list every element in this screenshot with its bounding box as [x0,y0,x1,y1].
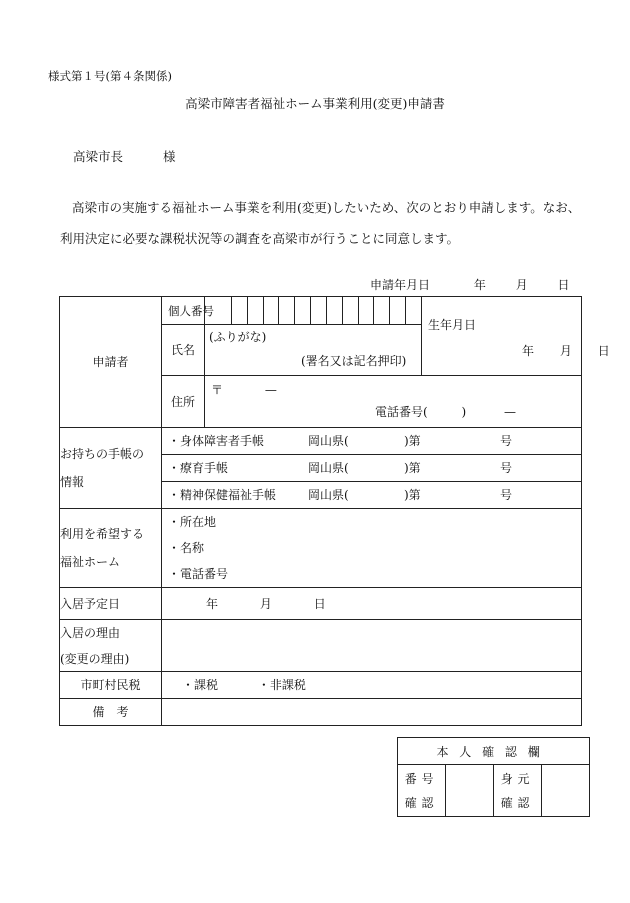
postal-dash: — [264,383,277,397]
phone-close: ) [461,405,467,419]
applicant-label: 申請者 [60,297,162,428]
handbook-name: ・療育手帳 [168,461,229,475]
addressee-honorific: 様 [163,149,176,164]
identity-confirmation-table [397,737,590,817]
home-field[interactable] [162,509,582,588]
number-confirm-line1: 番号 [404,771,439,786]
addressee-name: 高梁市長 [73,149,124,164]
identity-confirm-box[interactable] [542,765,590,817]
handbook-name: ・精神保健福祉手帳 [168,488,277,502]
reason-field[interactable] [162,620,582,672]
tax-option-nontaxable[interactable]: ・非課税 [257,678,306,692]
handbook-pref: 岡山県( [308,434,349,448]
handbook-pref: 岡山県( [308,488,349,502]
handbook-row-rehab[interactable] [162,455,582,482]
birthdate-cell[interactable] [422,297,610,376]
tax-options[interactable] [162,672,582,699]
handbook-dai: )第 [404,434,421,448]
handbook-dai: )第 [404,461,421,475]
home-label [60,509,162,588]
move-in-month: 月 [259,596,272,611]
move-in-label: 入居予定日 [60,588,162,620]
phone-dash: — [504,405,517,419]
form-number: 様式第１号(第４条関係) [48,69,172,83]
body-line-2: 利用決定に必要な課税状況等の調査を高梁市が行うことに同意します。 [60,231,460,246]
furigana-label: (ふりがな) [209,330,267,344]
tax-label: 市町村民税 [60,672,162,699]
application-month: 月 [515,278,528,292]
birth-month: 月 [559,344,572,358]
handbook-dai: )第 [404,488,421,502]
personal-number-label: 個人番号 [162,297,205,325]
reason-label-line2: (変更の理由) [60,651,130,666]
application-year: 年 [473,278,486,292]
handbook-row-mental[interactable] [162,482,582,509]
home-location: ・所在地 [168,515,217,529]
application-date-label: 申請年月日 [370,278,431,292]
name-label: 氏名 [162,325,205,376]
home-label-line1: 利用を希望する [60,527,145,541]
body-line-1: 高梁市の実施する福祉ホーム事業を利用(変更)したいため、次のとおり申請します。なお、 [72,200,581,215]
postal-mark: 〒 [211,383,224,397]
address-field[interactable] [205,376,582,428]
move-in-field[interactable] [162,588,582,620]
reason-label [60,620,162,672]
home-label-line2: 福祉ホーム [60,555,121,569]
identity-confirm-line1: 身元 [500,771,535,786]
personal-number-boxes[interactable] [205,297,422,325]
tax-option-taxable[interactable]: ・課税 [182,678,219,692]
remarks-field[interactable] [162,699,582,726]
application-day: 日 [557,278,570,292]
handbook-name: ・身体障害者手帳 [168,434,265,448]
move-in-year: 年 [206,596,219,611]
document-title: 高梁市障害者福祉ホーム事業利用(変更)申請書 [185,96,445,111]
handbook-pref: 岡山県( [308,461,349,475]
remarks-label: 備 考 [60,699,162,726]
seal-note: (署名又は記名押印) [301,354,407,368]
confirmation-title: 本人確認欄 [398,738,590,765]
birth-day: 日 [597,344,610,358]
handbook-label-line1: お持ちの手帳の [60,447,145,461]
move-in-day: 日 [313,596,326,611]
number-confirm-box[interactable] [446,765,494,817]
addressee [73,147,176,165]
name-field[interactable] [205,325,422,376]
identity-confirm-line2: 確認 [500,795,535,810]
birth-year: 年 [522,344,535,358]
reason-label-line1: 入居の理由 [60,625,121,640]
birthdate-label: 生年月日 [428,318,477,332]
number-confirm-line2: 確認 [404,795,439,810]
home-phone: ・電話番号 [168,567,229,581]
handbook-go: 号 [500,488,513,502]
birthdate-values [422,333,610,359]
home-name: ・名称 [168,541,205,555]
handbook-go: 号 [500,461,513,475]
address-label: 住所 [162,376,205,428]
identity-confirm-label [494,765,542,817]
body-text [60,192,585,254]
handbook-label-line2: 情報 [60,475,85,489]
handbook-label [60,428,162,509]
handbook-row-physical[interactable] [162,428,582,455]
application-form-table [59,296,610,726]
phone-label: 電話番号( [375,405,428,419]
number-confirm-label [398,765,446,817]
handbook-go: 号 [500,434,513,448]
application-date [370,276,570,293]
